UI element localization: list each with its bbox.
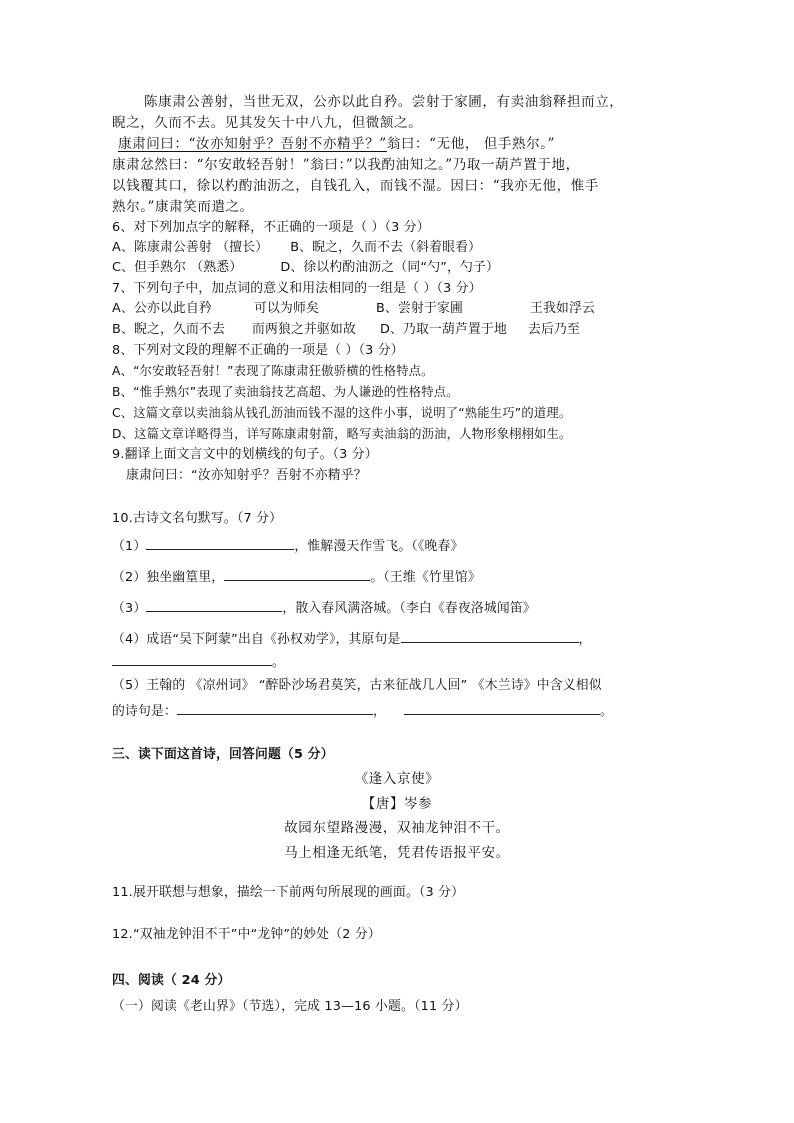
q7-option-b1: B、尝射于家圃	[376, 301, 463, 316]
q6-option-c: C、但手熟尔 （熟悉）	[112, 260, 243, 275]
q10-item-4-text: （4）成语“吴下阿蒙”出自《孙权劝学》，其原句是	[112, 632, 401, 647]
passage-line-2: 睨之，久而不去。见其发矢十中八九，但微颔之。	[112, 115, 423, 131]
q8-option-c: C、这篇文章以卖油翁从钱孔沥油而钱不湿的这件小事，说明了“熟能生巧”的道理。	[112, 406, 572, 420]
poem-line-2: 马上相逢无纸笔，凭君传语报平安。	[284, 845, 510, 861]
answer-blank[interactable]	[112, 651, 272, 666]
q11: 11.展开联想与想象，描绘一下前两句所展现的画面。（3 分）	[112, 885, 465, 900]
q7-option-c1: B、睨之，久而不去	[112, 322, 225, 337]
section-3-heading: 三、读下面这首诗，回答问题（5 分）	[112, 747, 334, 762]
passage-line-3-rest: 翁曰：“无他， 但手熟尔。”	[386, 136, 556, 152]
q9-stem: 9.翻译上面文言文中的划横线的句子。（3 分）	[112, 447, 378, 462]
poem-line-1: 故园东望路漫漫，双袖龙钟泪不干。	[284, 820, 510, 836]
q12: 12.“双袖龙钟泪不干”中“龙钟”的妙处（2 分）	[112, 927, 381, 942]
passage-line-5: 以钱覆其口，徐以杓酌油沥之，自钱孔入，而钱不湿。因曰：“我亦无他，惟手	[112, 178, 599, 194]
q9-sentence: 康肃问曰：“汝亦知射乎？吾射不亦精乎？	[126, 468, 367, 483]
q10-item-3	[112, 597, 536, 619]
answer-blank[interactable]	[146, 535, 294, 550]
poem-author: 【唐】岑参	[361, 796, 433, 812]
answer-blank[interactable]	[177, 700, 373, 715]
q10-item-5-comma: ，	[372, 704, 386, 719]
answer-blank[interactable]	[224, 566, 370, 581]
q7-option-a1: A、公亦以此自矜	[112, 301, 212, 316]
q10-item-3-tail: ，散入春风满洛城。（李白《春夜洛城闻笛》	[282, 601, 536, 616]
q8-option-a: A、“尔安敢轻吾射！”表现了陈康肃狂傲骄横的性格特点。	[112, 364, 434, 378]
section-4-sub: （一）阅读《老山界》（节选），完成 13—16 小题。（11 分）	[112, 999, 468, 1014]
answer-blank[interactable]	[404, 700, 600, 715]
q10-item-4-end: 。	[272, 655, 285, 670]
passage-line-1: 陈康肃公善射，当世无双，公亦以此自矜。尝射于家圃，有卖油翁释担而立，	[144, 94, 624, 110]
q10-stem: 10.古诗文名句默写。（7 分）	[112, 511, 283, 526]
q10-item-3-num: （3）	[112, 601, 147, 616]
q7-stem: 7、下列句子中，加点词的意义和用法相同的一组是（ ）（3 分）	[112, 281, 482, 296]
q10-item-4	[112, 628, 592, 650]
q8-option-b: B、“惟手熟尔”表现了卖油翁技艺高超、为人谦逊的性格特点。	[112, 385, 459, 399]
q7-option-c2: 而两狼之并驱如故	[252, 322, 356, 337]
q10-item-5-lead: 的诗句是：	[112, 704, 177, 719]
q7-option-d2: 去后乃至	[528, 322, 580, 337]
q8-stem: 8、下列对文段的理解不正确的一项是（ ）（3 分）	[112, 343, 404, 358]
q7-option-a2: 可以为师矣	[254, 301, 319, 316]
passage-line-3	[118, 134, 555, 154]
q10-item-4-cont	[112, 651, 285, 673]
q10-item-1-tail: ，惟解漫天作雪飞。（《晚春》	[294, 539, 464, 554]
answer-blank[interactable]	[146, 597, 282, 612]
q7-options-cd	[112, 320, 580, 340]
q10-item-2	[112, 566, 481, 588]
q10-item-5-cont	[112, 700, 613, 722]
q10-item-5: （5）王翰的 《凉州词》 “醉卧沙场君莫笑，古来征战几人回” 《木兰诗》中含义相似	[112, 678, 602, 693]
underlined-sentence: 康肃问曰：“汝亦知射乎？吾射不亦精乎？”	[118, 136, 387, 152]
q10-item-2-text: （2）独坐幽篁里，	[112, 570, 225, 585]
poem-title: 《逢入京使》	[354, 771, 440, 787]
q10-item-1	[112, 535, 464, 557]
q10-item-2-tail: 。（王维《竹里馆》	[370, 570, 481, 585]
q7-option-d1: D、乃取一葫芦置于地	[380, 322, 508, 337]
passage-line-4: 康肃忿然曰：“尔安敢轻吾射！”翁曰：”以我酌油知之。”乃取一葫芦置于地，	[112, 157, 580, 173]
q8-option-d: D、这篇文章详略得当，详写陈康肃射箭，略写卖油翁的沥油，人物形象栩栩如生。	[112, 427, 572, 441]
q6-options-ab	[112, 238, 481, 258]
answer-blank[interactable]	[401, 628, 579, 643]
q6-stem: 6、对下列加点字的解释，不正确的一项是（ ）（3 分）	[112, 220, 430, 235]
passage-line-6: 熟尔。”康肃笑而遣之。	[112, 199, 254, 215]
section-4-heading: 四、阅读（ 24 分）	[112, 973, 231, 988]
q7-option-b2: 王我如浮云	[530, 301, 595, 316]
q6-option-d: D、徐以杓酌油沥之（同“勺”，勺子）	[280, 260, 500, 275]
q6-options-cd	[112, 258, 499, 278]
q6-option-b: B、睨之，久而不去（斜着眼看）	[290, 240, 482, 255]
q7-options-ab	[112, 299, 595, 319]
q10-item-5-end: 。	[599, 704, 613, 719]
q6-option-a: A、陈康肃公善射 （擅长）	[112, 240, 269, 255]
q10-item-4-tail: ，	[578, 632, 592, 647]
q10-item-1-num: （1）	[112, 539, 147, 554]
